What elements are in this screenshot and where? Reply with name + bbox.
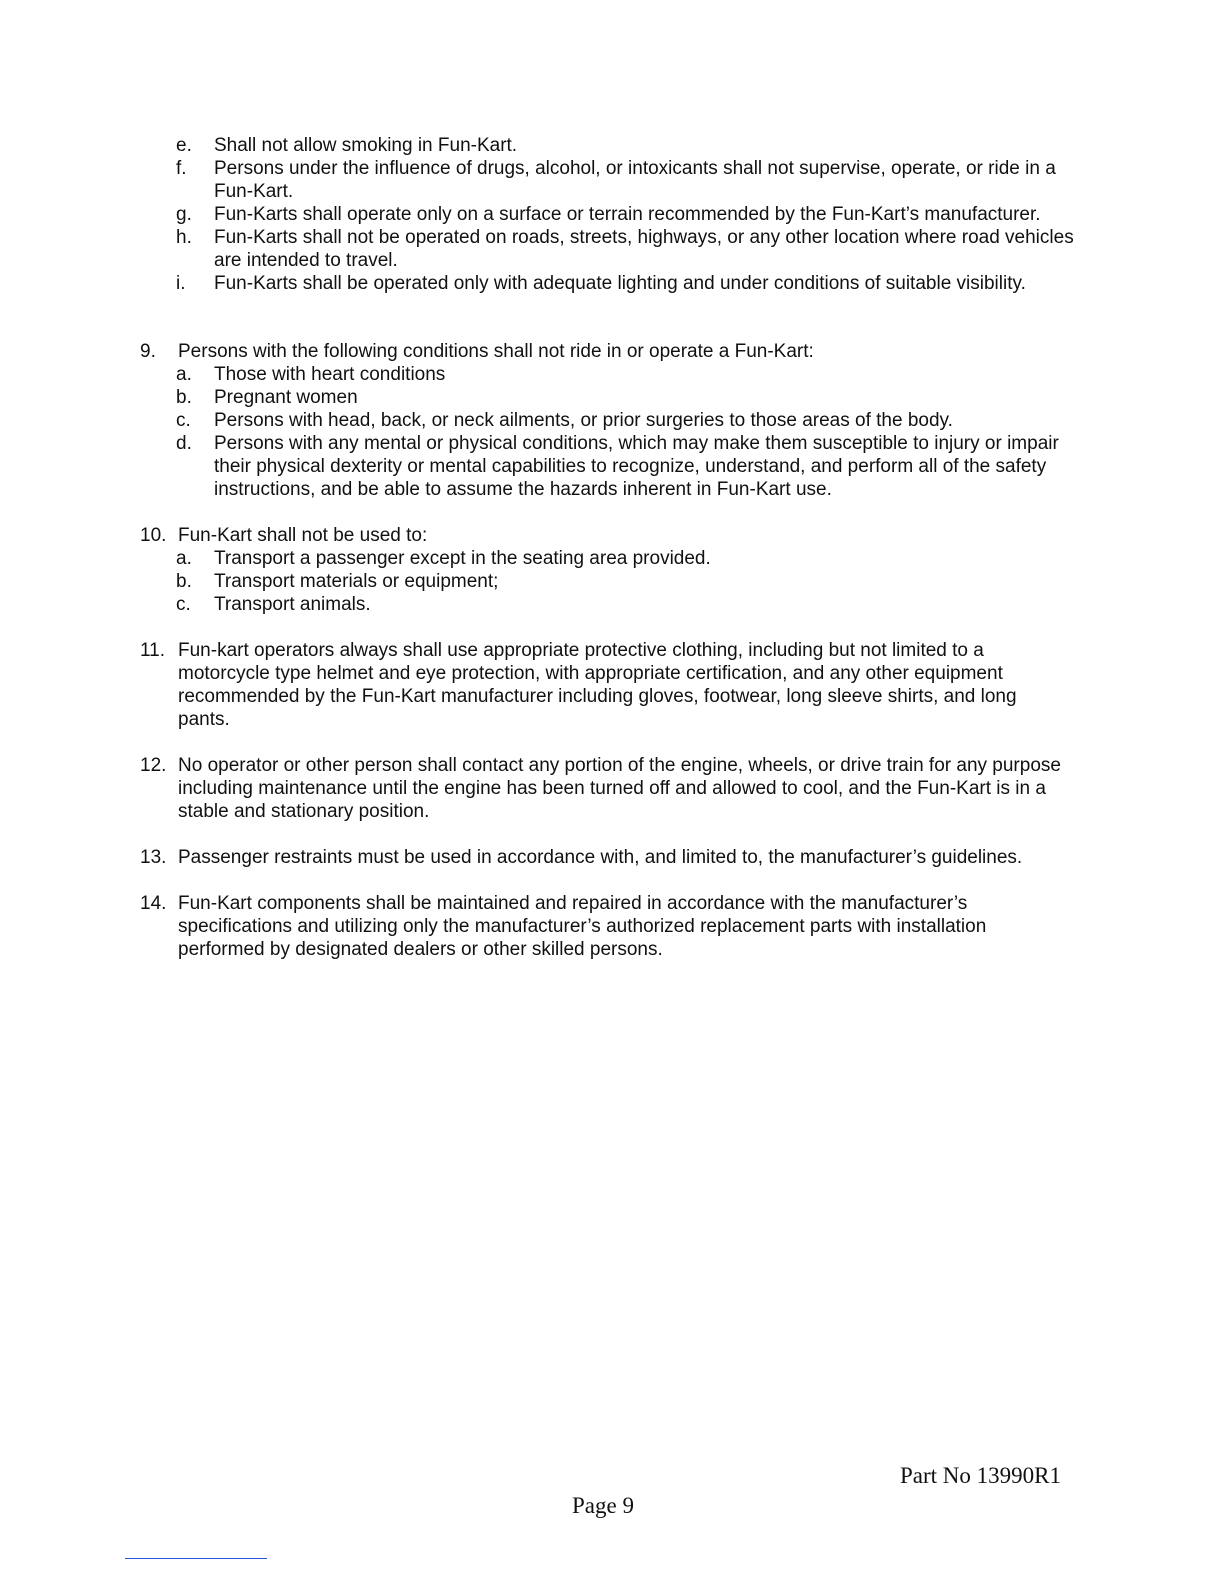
list-item-text: Transport animals.	[214, 594, 371, 615]
list-item-g	[0, 203, 1224, 226]
part-number: Part No 13990R1	[900, 1463, 1061, 1488]
list-number: 11.	[140, 640, 166, 661]
list-item-text: Passenger restraints must be used in accordance with, and limited to, the manufacturer’s guidelines.	[178, 847, 1023, 868]
list-item-10	[0, 524, 1224, 547]
list-marker: d.	[176, 433, 192, 454]
list-item-9	[0, 340, 1224, 363]
document-body	[0, 134, 1224, 961]
list-marker: g.	[176, 204, 192, 225]
list-item-11	[0, 639, 1224, 731]
list-item-text: Persons with the following conditions shall not ride in or operate a Fun-Kart:	[178, 341, 814, 362]
list-item-text: Pregnant women	[214, 387, 358, 408]
list-item-text: No operator or other person shall contact any portion of the engine, wheels, or drive train for any purpose including maintenance until the engine has been turned off and allowed to cool, and the Fun-Kart is in a stable and stationary position.	[178, 755, 1061, 822]
footer-rule	[125, 1558, 267, 1559]
list-item-text: Fun-Kart components shall be maintained and repaired in accordance with the manufacturer’s specifications and utilizing only the manufacturer’s authorized replacement parts with installation performed by designated dealers or other skilled persons.	[178, 893, 987, 960]
list-item-text: Fun-Karts shall operate only on a surface or terrain recommended by the Fun-Kart’s manufacturer.	[214, 204, 1041, 225]
list-marker: c.	[176, 410, 191, 431]
list-number: 14.	[140, 893, 167, 914]
list-item-e	[0, 134, 1224, 157]
list-marker: e.	[176, 135, 192, 156]
list-marker: h.	[176, 227, 192, 248]
list-item-i	[0, 272, 1224, 295]
list-marker: a.	[176, 364, 192, 385]
page-number: Page 9	[572, 1493, 634, 1518]
list-item-text: Fun-kart operators always shall use appropriate protective clothing, including but not limited to a motorcycle type helmet and eye protection, with appropriate certification, and any other equipment recommended by the Fun-Kart manufacturer including gloves, footwear, long sleeve shirts, and long pants.	[178, 640, 1017, 730]
sub-item-9c	[0, 409, 1224, 432]
list-item-14	[0, 892, 1224, 961]
list-item-f	[0, 157, 1224, 203]
list-number: 12.	[140, 755, 167, 776]
list-number: 10.	[140, 525, 167, 546]
sub-item-9b	[0, 386, 1224, 409]
sub-item-10c	[0, 593, 1224, 616]
list-marker: c.	[176, 594, 191, 615]
list-item-13	[0, 846, 1224, 869]
list-marker: f.	[176, 158, 187, 179]
list-item-text: Fun-Karts shall not be operated on roads, streets, highways, or any other location where road vehicles are intended to travel.	[214, 227, 1074, 271]
list-item-text: Persons under the influence of drugs, alcohol, or intoxicants shall not supervise, operate, or ride in a Fun-Kart.	[214, 158, 1056, 202]
list-item-text: Fun-Kart shall not be used to:	[178, 525, 428, 546]
list-number: 13.	[140, 847, 167, 868]
list-item-text: Persons with head, back, or neck ailments, or prior surgeries to those areas of the body.	[214, 410, 953, 431]
sub-item-9d	[0, 432, 1224, 501]
list-item-h	[0, 226, 1224, 272]
list-item-text: Persons with any mental or physical conditions, which may make them susceptible to injury or impair their physical dexterity or mental capabilities to recognize, understand, and perform all of the safety instructions, and be able to assume the hazards inherent in Fun-Kart use.	[214, 433, 1059, 500]
sub-item-9a	[0, 363, 1224, 386]
sub-item-10b	[0, 570, 1224, 593]
list-item-text: Transport a passenger except in the seating area provided.	[214, 548, 711, 569]
list-item-text: Transport materials or equipment;	[214, 571, 499, 592]
list-marker: i.	[176, 273, 186, 294]
list-marker: b.	[176, 387, 192, 408]
list-item-text: Shall not allow smoking in Fun-Kart.	[214, 135, 518, 156]
list-number: 9.	[140, 341, 156, 362]
list-item-text: Those with heart conditions	[214, 364, 446, 385]
sub-item-10a	[0, 547, 1224, 570]
list-marker: a.	[176, 548, 192, 569]
list-item-12	[0, 754, 1224, 823]
list-marker: b.	[176, 571, 192, 592]
list-item-text: Fun-Karts shall be operated only with adequate lighting and under conditions of suitable visibility.	[214, 273, 1026, 294]
